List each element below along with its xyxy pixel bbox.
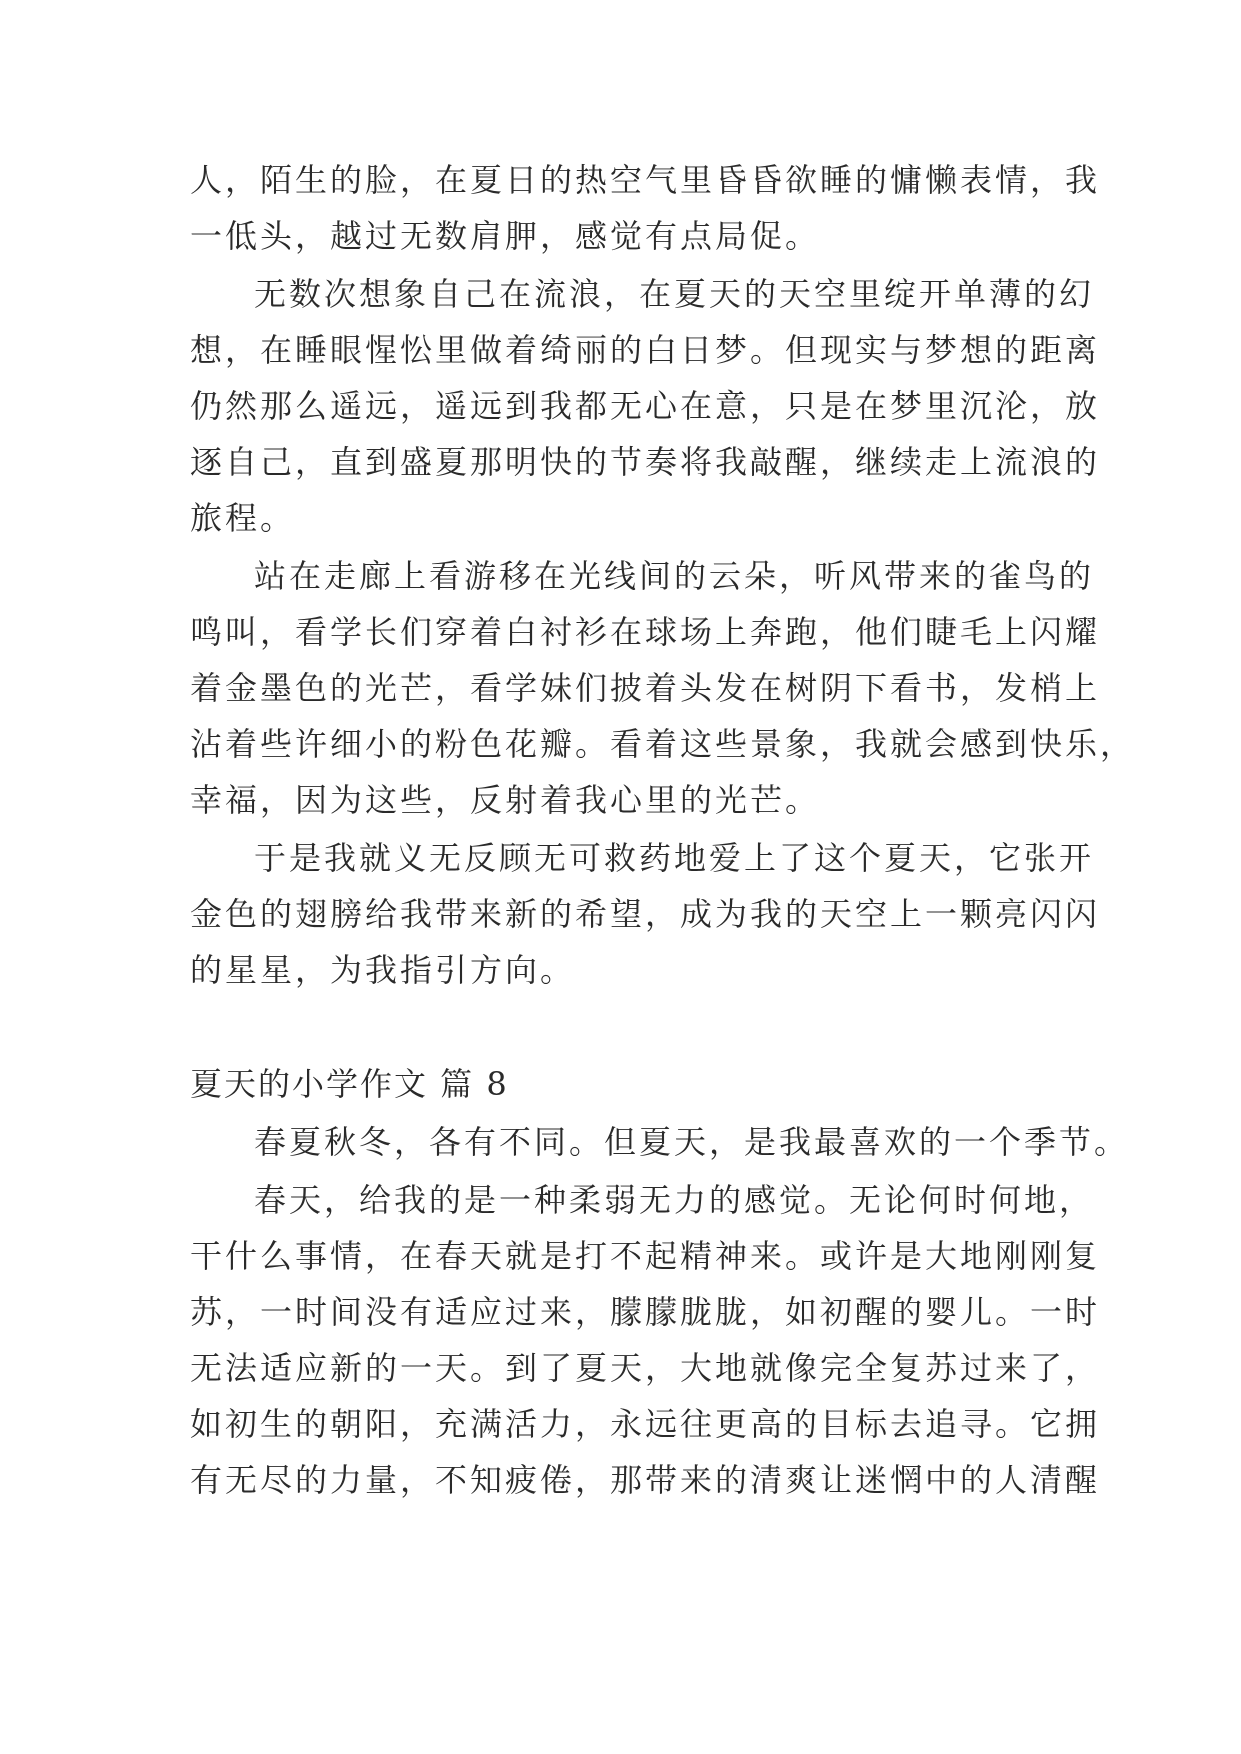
paragraph-line: 站在走廊上看游移在光线间的云朵，听风带来的雀鸟的	[254, 557, 1095, 595]
paragraph-line: 如初生的朝阳，充满活力，永远往更高的目标去追寻。它拥	[190, 1405, 1101, 1443]
paragraph-line: 干什么事情，在春天就是打不起精神来。或许是大地刚刚复	[190, 1237, 1101, 1275]
paragraph-line: 旅程。	[190, 499, 296, 537]
paragraph-line: 金色的翅膀给我带来新的希望，成为我的天空上一颗亮闪闪	[190, 895, 1101, 933]
paragraph-line: 的星星，为我指引方向。	[190, 951, 576, 989]
paragraph-line: 一低头，越过无数肩胛，感觉有点局促。	[190, 217, 821, 255]
paragraph-line: 沾着些许细小的粉色花瓣。看着这些景象，我就会感到快乐，	[190, 725, 1136, 763]
paragraph-line: 无法适应新的一天。到了夏天，大地就像完全复苏过来了，	[190, 1349, 1101, 1387]
paragraph-line: 仍然那么遥远，遥远到我都无心在意，只是在梦里沉沦，放	[190, 387, 1101, 425]
paragraph-line: 人，陌生的脸，在夏日的热空气里昏昏欲睡的慵懒表情，我	[190, 161, 1101, 199]
section-heading: 夏天的小学作文 篇 8	[190, 1065, 509, 1103]
paragraph-line: 无数次想象自己在流浪，在夏天的天空里绽开单薄的幻	[254, 275, 1095, 313]
paragraph-line: 春天，给我的是一种柔弱无力的感觉。无论何时何地，	[254, 1181, 1095, 1219]
paragraph-line: 逐自己，直到盛夏那明快的节奏将我敲醒，继续走上流浪的	[190, 443, 1101, 481]
paragraph-line: 春夏秋冬，各有不同。但夏天，是我最喜欢的一个季节。	[254, 1123, 1130, 1161]
paragraph-line: 鸣叫，看学长们穿着白衬衫在球场上奔跑，他们睫毛上闪耀	[190, 613, 1101, 651]
paragraph-line: 于是我就义无反顾无可救药地爱上了这个夏天，它张开	[254, 839, 1095, 877]
paragraph-line: 苏，一时间没有适应过来，朦朦胧胧，如初醒的婴儿。一时	[190, 1293, 1101, 1331]
paragraph-line: 着金墨色的光芒，看学妹们披着头发在树阴下看书，发梢上	[190, 669, 1101, 707]
paragraph-line: 幸福，因为这些，反射着我心里的光芒。	[190, 781, 821, 819]
paragraph-line: 想，在睡眼惺忪里做着绮丽的白日梦。但现实与梦想的距离	[190, 331, 1101, 369]
paragraph-line: 有无尽的力量，不知疲倦，那带来的清爽让迷惘中的人清醒	[190, 1461, 1101, 1499]
